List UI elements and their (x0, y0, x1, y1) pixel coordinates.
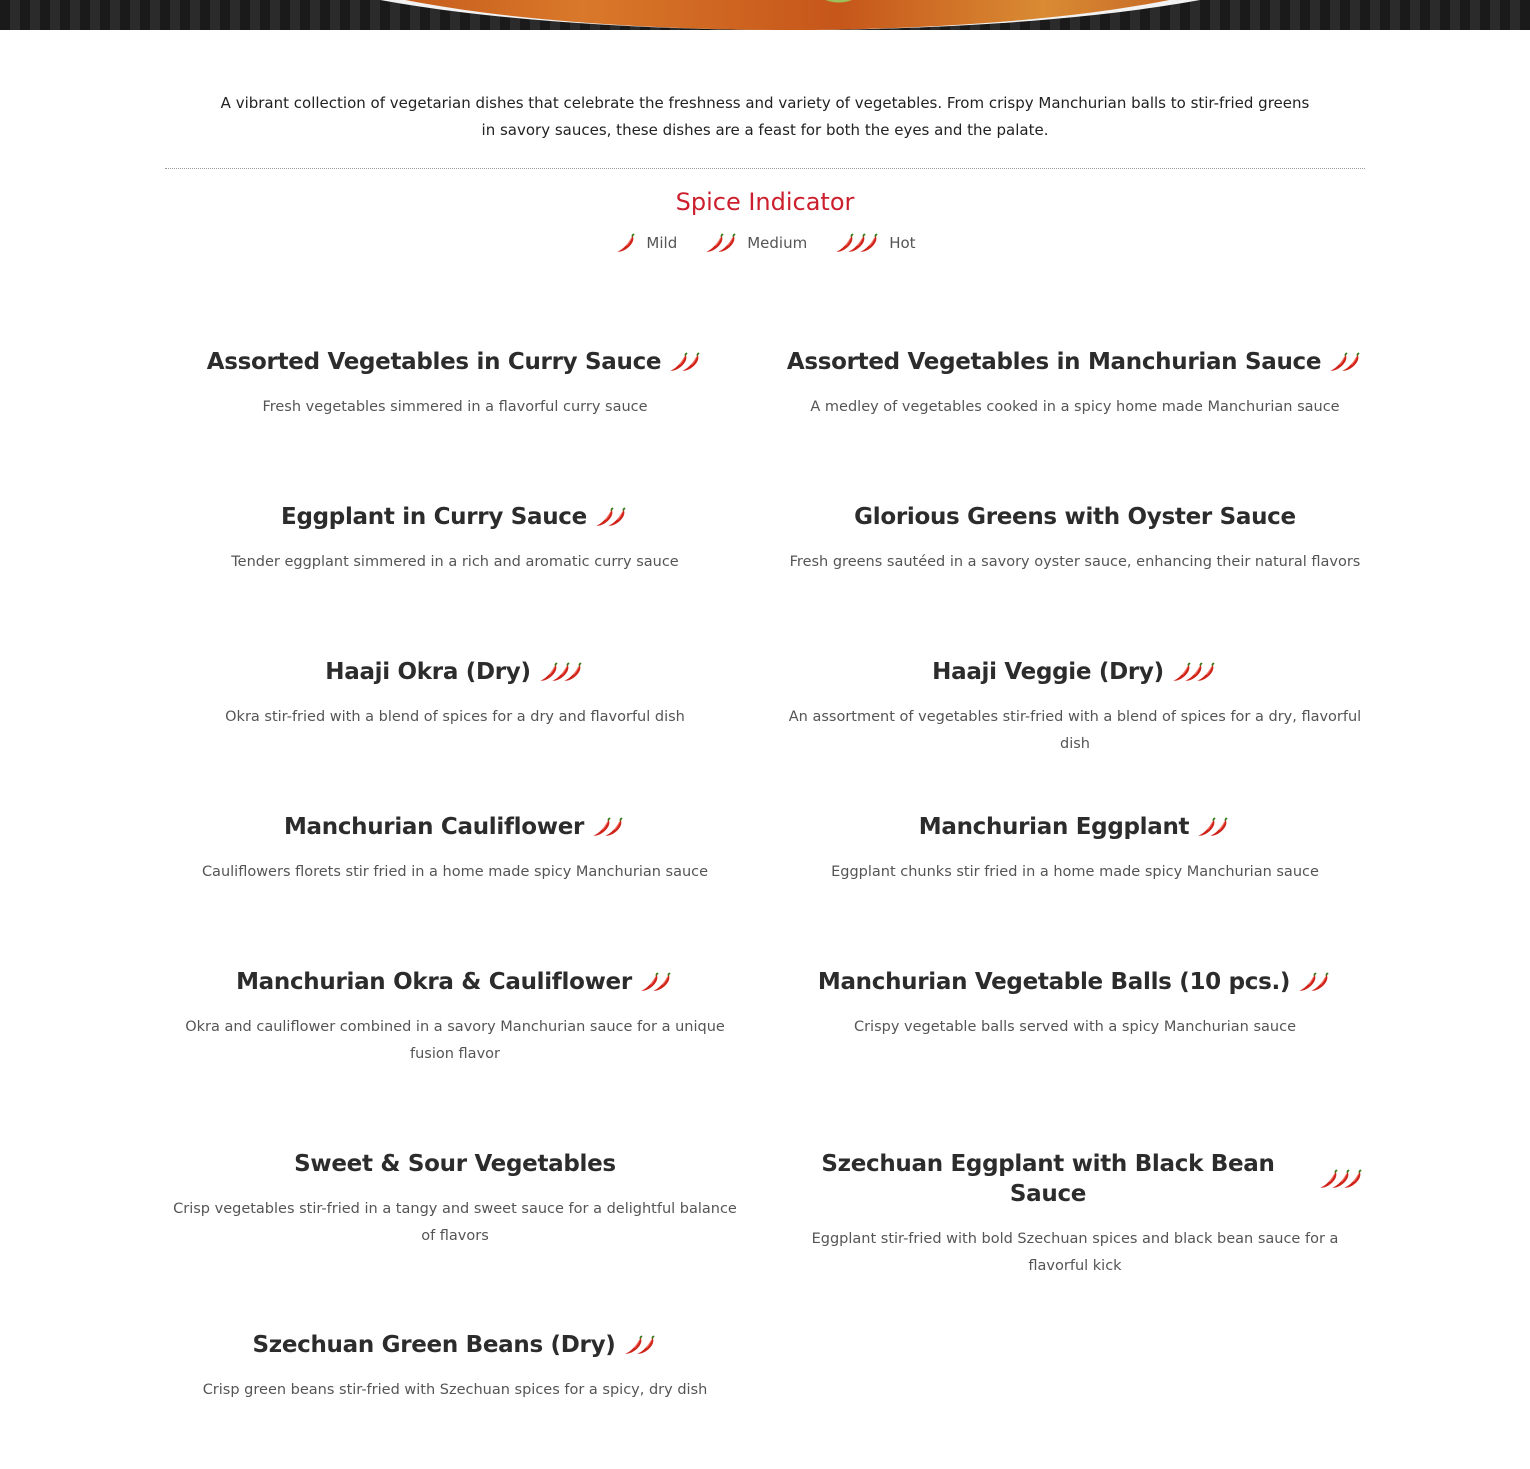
dish-description: Eggplant stir-fried with bold Szechuan spices and black bean sauce for a flavorful kick (811, 1231, 1339, 1274)
chili-pepper-icon (1194, 660, 1218, 684)
dish-name: Szechuan Green Beans (Dry) (252, 1332, 616, 1358)
menu-item (165, 502, 745, 576)
menu-item (785, 502, 1365, 576)
chili-icon-group (1170, 660, 1218, 684)
chili-icon-group (833, 231, 881, 255)
menu-item (165, 967, 745, 1068)
chili-pepper-icon (1207, 815, 1231, 839)
dish-name: Glorious Greens with Oyster Sauce (854, 504, 1296, 530)
chili-icon-group (1296, 970, 1332, 994)
chili-icon-group (703, 231, 739, 255)
dish-name: Assorted Vegetables in Manchurian Sauce (786, 349, 1322, 375)
chili-icon-group (593, 505, 629, 529)
chili-icon-group (537, 660, 585, 684)
chili-pepper-icon (650, 970, 674, 994)
dish-name: Haaji Veggie (Dry) (932, 659, 1164, 685)
dish-description: A medley of vegetables cooked in a spicy home made Manchurian sauce (810, 399, 1340, 415)
dish-name: Manchurian Eggplant (918, 814, 1190, 840)
chili-pepper-icon (605, 505, 629, 529)
dish-name: Eggplant in Curry Sauce (281, 504, 587, 530)
dish-description: Eggplant chunks stir fried in a home made spicy Manchurian sauce (831, 864, 1319, 880)
chili-pepper-icon (1341, 1167, 1365, 1191)
menu-item (785, 1149, 1365, 1280)
menu-item (165, 1149, 745, 1250)
chili-pepper-icon (614, 231, 638, 255)
dish-description: Crispy vegetable balls served with a spicy Manchurian sauce (853, 1019, 1297, 1035)
legend-medium (703, 231, 807, 255)
chili-icon-group (614, 231, 638, 255)
legend-label: Hot (889, 234, 916, 252)
menu-item (165, 1330, 745, 1404)
legend-hot (833, 231, 915, 255)
chili-icon-group (1195, 815, 1231, 839)
chili-icon-group (590, 815, 626, 839)
dish-description: Crisp green beans stir-fried with Szechuan spices for a spicy, dry dish (202, 1382, 708, 1398)
dish-name: Assorted Vegetables in Curry Sauce (206, 349, 662, 375)
menu-item (785, 657, 1365, 758)
dish-name: Manchurian Okra & Cauliflower (236, 969, 632, 995)
dish-description: Crisp vegetables stir-fried in a tangy and sweet sauce for a delightful balance of flavors (173, 1201, 737, 1244)
menu-item (165, 347, 745, 421)
chili-icon-group (1327, 350, 1363, 374)
dish-description: An assortment of vegetables stir-fried with a blend of spices for a dry, flavorful dish (788, 709, 1362, 752)
spice-indicator-title: Spice Indicator (675, 188, 855, 216)
chili-icon-group (667, 350, 703, 374)
dish-description: Fresh greens sautéed in a savory oyster sauce, enhancing their natural flavors (789, 554, 1361, 570)
chili-pepper-icon (1308, 970, 1332, 994)
spice-legend (0, 231, 1530, 255)
menu-item (165, 812, 745, 886)
dish-description: Tender eggplant simmered in a rich and aromatic curry sauce (231, 554, 679, 570)
dish-description: Okra and cauliflower combined in a savory Manchurian sauce for a unique fusion flavor (185, 1019, 725, 1062)
dish-name: Sweet & Sour Vegetables (294, 1151, 616, 1177)
menu-item (785, 967, 1365, 1041)
chili-pepper-icon (1339, 350, 1363, 374)
dish-name: Haaji Okra (Dry) (325, 659, 531, 685)
dish-name: Manchurian Vegetable Balls (10 pcs.) (817, 969, 1291, 995)
intro-text: A vibrant collection of vegetarian dishes that celebrate the freshness and variety of vegetables. From crispy Manchurian balls to stir-fried greens in savory sauces, these dishes are a feast for both the eyes and the palate. (220, 94, 1310, 139)
dish-description: Fresh vegetables simmered in a flavorful curry sauce (262, 399, 648, 415)
chili-icon-group (1317, 1167, 1365, 1191)
legend-label: Mild (646, 234, 678, 252)
dish-description: Cauliflowers florets stir fried in a home made spicy Manchurian sauce (201, 864, 709, 880)
dish-name: Manchurian Cauliflower (283, 814, 585, 840)
legend-mild (614, 231, 677, 255)
menu-item (785, 347, 1365, 421)
chili-pepper-icon (602, 815, 626, 839)
menu-item (785, 812, 1365, 886)
legend-label: Medium (747, 234, 808, 252)
menu-item (165, 657, 745, 731)
chili-pepper-icon (634, 1333, 658, 1357)
dish-description: Okra stir-fried with a blend of spices for a dry and flavorful dish (225, 709, 685, 725)
chili-icon-group (638, 970, 674, 994)
chili-pepper-icon (715, 231, 739, 255)
divider (165, 168, 1365, 169)
chili-pepper-icon (857, 231, 881, 255)
chili-pepper-icon (561, 660, 585, 684)
chili-pepper-icon (679, 350, 703, 374)
dish-name: Szechuan Eggplant with Black Bean Sauce (821, 1151, 1275, 1207)
hero-food-image (0, 0, 1530, 30)
chili-icon-group (622, 1333, 658, 1357)
